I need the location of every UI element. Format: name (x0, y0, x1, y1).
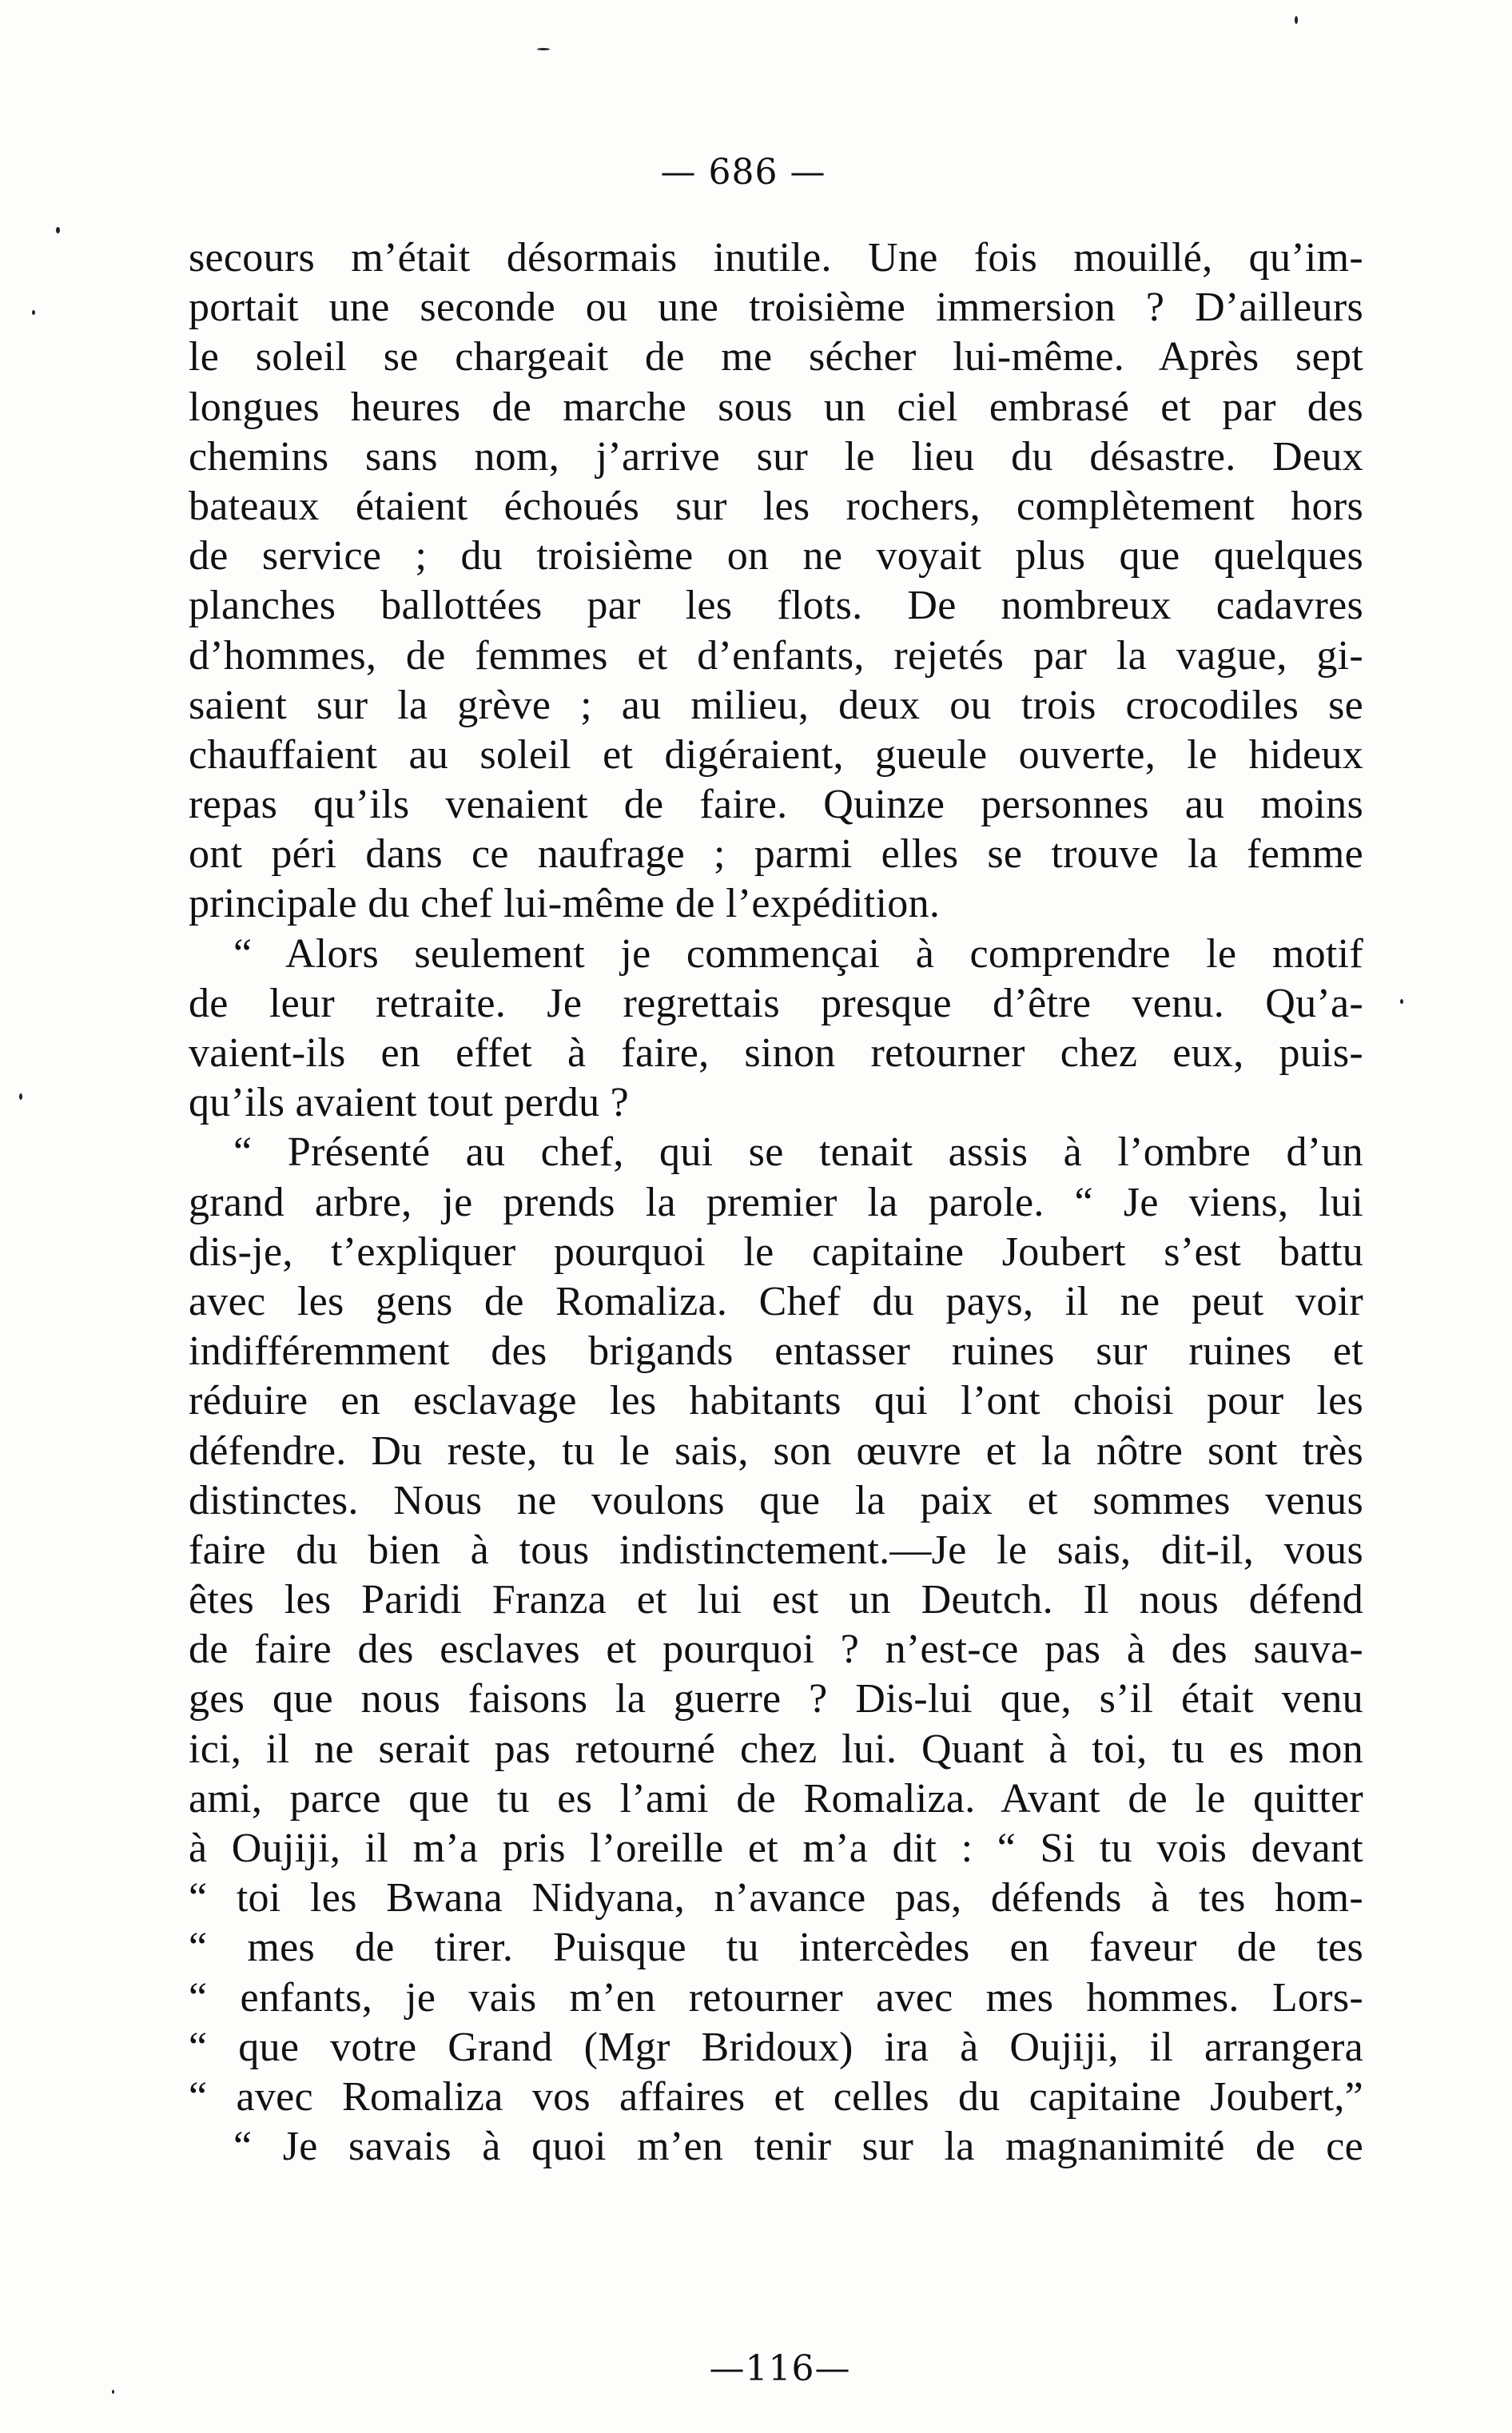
scan-speck (112, 2390, 114, 2394)
text-line: longues heures de marche sous un ciel embrasé et par des (189, 384, 1363, 430)
text-line: indifféremment des brigands entasser ruines sur ruines et (189, 1328, 1363, 1375)
text-line: chauffaient au soleil et digéraient, gueule ouverte, le hideux (189, 731, 1363, 778)
text-line: chemins sans nom, j’arrive sur le lieu du désastre. Deux (189, 433, 1363, 480)
text-line: réduire en esclavage les habitants qui l’ont choisi pour les (189, 1378, 1363, 1424)
text-line: défendre. Du reste, tu le sais, son œuvre et la nôtre sont très (189, 1428, 1363, 1474)
text-line: portait une seconde ou une troisième immersion ? D’ailleurs (189, 285, 1363, 331)
text-line: principale du chef lui-même de l’expédition. (189, 881, 941, 927)
text-line: “ Présenté au chef, qui se tenait assis à l’ombre d’un (233, 1129, 1363, 1176)
page-number-top: — 686 — (660, 152, 826, 193)
text-line: de faire des esclaves et pourquoi ? n’est-ce pas à des sauva- (189, 1627, 1363, 1673)
text-line: distinctes. Nous ne voulons que la paix et sommes venus (189, 1477, 1363, 1523)
scan-speck (19, 1093, 22, 1100)
text-line: secours m’était désormais inutile. Une fois mouillé, qu’im- (189, 235, 1363, 281)
text-line: d’hommes, de femmes et d’enfants, rejetés par la vague, gi- (189, 632, 1363, 679)
text-line: ici, il ne serait pas retourné chez lui. Quant à toi, tu es mon (189, 1726, 1363, 1772)
text-line: “ Alors seulement je commençai à comprendre le motif (233, 930, 1363, 977)
text-line: ami, parce que tu es l’ami de Romaliza. Avant de le quitter (189, 1775, 1363, 1822)
text-line: planches ballottées par les flots. De nombreux cadavres (189, 583, 1363, 629)
text-line: avec les gens de Romaliza. Chef du pays, il ne peut voir (189, 1278, 1363, 1324)
text-line: dis-je, t’expliquer pourquoi le capitaine Joubert s’est battu (189, 1228, 1363, 1275)
text-line: bateaux étaient échoués sur les rochers, complètement hors (189, 483, 1363, 529)
text-line: repas qu’ils venaient de faire. Quinze personnes au moins (189, 782, 1363, 828)
page-number-bottom: —116— (709, 2348, 851, 2389)
text-line: le soleil se chargeait de me sécher lui-même. Après sept (189, 334, 1363, 380)
text-line: “ que votre Grand (Mgr Bridoux) ira à Oujiji, il arrangera (189, 2024, 1363, 2070)
scan-speck (537, 48, 550, 50)
text-line: faire du bien à tous indistinctement.—Je le sais, dit-il, vous (189, 1527, 1363, 1573)
text-line: “ avec Romaliza vos affaires et celles du capitaine Joubert,” (189, 2073, 1363, 2120)
text-line: “ mes de tirer. Puisque tu intercèdes en faveur de tes (189, 1925, 1363, 1971)
text-line: à Oujiji, il m’a pris l’oreille et m’a dit : “ Si tu vois devant (189, 1826, 1363, 1871)
scan-speck (1400, 999, 1403, 1004)
text-line: ont péri dans ce naufrage ; parmi elles se trouve la femme (189, 831, 1363, 878)
text-line: “ toi les Bwana Nidyana, n’avance pas, défends à tes hom- (189, 1875, 1363, 1921)
text-line: “ Je savais à quoi m’en tenir sur la magnanimité de ce (233, 2124, 1363, 2170)
body-text (189, 233, 1363, 2172)
scan-speck (32, 310, 35, 315)
scan-speck (56, 227, 60, 233)
scan-speck (1295, 16, 1298, 24)
text-line: êtes les Paridi Franza et lui est un Deutch. Il nous défend (189, 1577, 1363, 1623)
text-line: qu’ils avaient tout perdu ? (189, 1080, 630, 1126)
text-line: ges que nous faisons la guerre ? Dis-lui que, s’il était venu (189, 1676, 1363, 1722)
text-line: vaient-ils en effet à faire, sinon retourner chez eux, puis- (189, 1030, 1363, 1076)
text-line: de leur retraite. Je regrettais presque d’être venu. Qu’a- (189, 980, 1363, 1026)
text-line: grand arbre, je prends la premier la parole. “ Je viens, lui (189, 1179, 1363, 1225)
text-line: “ enfants, je vais m’en retourner avec mes hommes. Lors- (189, 1974, 1363, 2021)
text-line: saient sur la grève ; au milieu, deux ou trois crocodiles se (189, 682, 1363, 728)
text-line: de service ; du troisième on ne voyait plus que quelques (189, 533, 1363, 579)
